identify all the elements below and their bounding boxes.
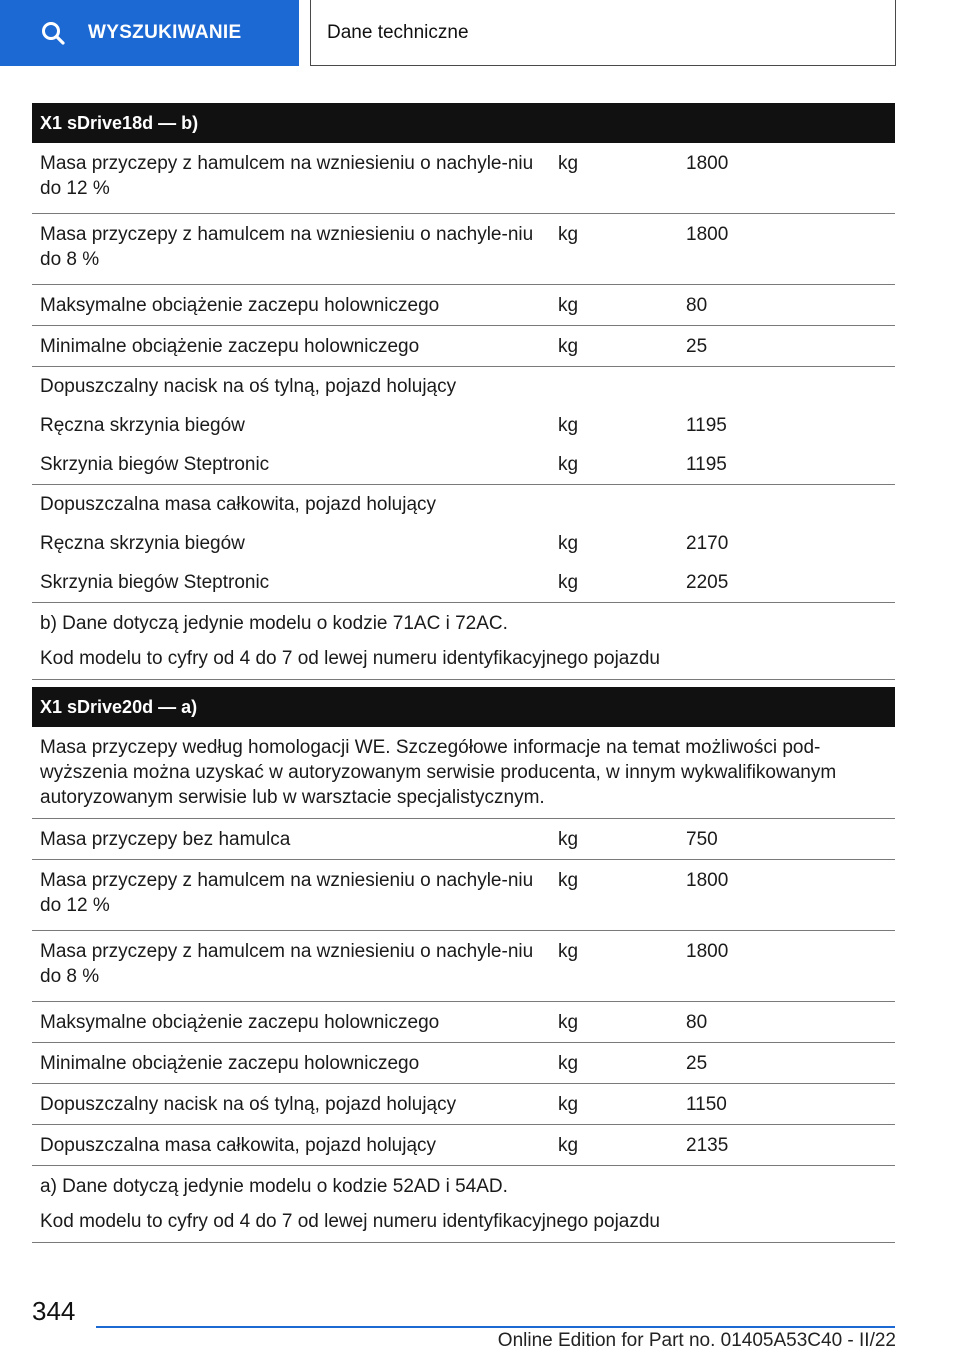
row-unit: kg (558, 295, 579, 316)
section-x1-sdrive20d (32, 687, 895, 1243)
row-value: 750 (686, 829, 718, 850)
table-row (32, 143, 895, 214)
row-label: Ręczna skrzynia biegów (40, 415, 245, 436)
row-label: Dopuszczalny nacisk na oś tylną, pojazd holujący (40, 1094, 457, 1115)
model-code-note: Kod modelu to cyfry od 4 do 7 od lewej numeru identyfikacyjnego pojazdu (40, 1211, 660, 1232)
row-value: 1800 (686, 870, 729, 891)
table-row (32, 860, 895, 931)
table-row (32, 931, 895, 1002)
row-value: 1150 (686, 1094, 727, 1115)
group-heading: Dopuszczalny nacisk na oś tylną, pojazd holujący (40, 376, 457, 397)
edition-info: Online Edition for Part no. 01405A53C40 - II/22 (497, 1330, 896, 1351)
footnote-text: b) Dane dotyczą jedynie modelu o kodzie 71AC i 72AC. (40, 613, 508, 634)
row-label: Masa przyczepy z hamulcem na wzniesieniu o nachyle-niu do 12 % (40, 870, 534, 916)
row-label: Dopuszczalna masa całkowita, pojazd holujący (40, 1135, 437, 1156)
row-unit: kg (558, 1053, 579, 1074)
section-header: X1 sDrive18d — b) (32, 103, 895, 143)
group-heading-row (32, 485, 895, 524)
page-title-text: Dane techniczne (327, 21, 469, 43)
row-value: 1195 (686, 415, 727, 436)
row-unit: kg (558, 415, 579, 436)
row-value: 2135 (686, 1135, 729, 1156)
row-label: Maksymalne obciążenie zaczepu holowniczego (40, 295, 440, 316)
group-heading: Dopuszczalna masa całkowita, pojazd holujący (40, 494, 437, 515)
table-row (32, 326, 895, 367)
search-icon (40, 20, 66, 46)
row-unit: kg (558, 829, 579, 850)
row-value: 80 (686, 1012, 708, 1033)
footnote-text: a) Dane dotyczą jedynie modelu o kodzie 52AD i 54AD. (40, 1176, 508, 1197)
row-label: Masa przyczepy bez hamulca (40, 829, 291, 850)
section-header: X1 sDrive20d — a) (32, 687, 895, 727)
section-intro: Masa przyczepy według homologacji WE. Szczegółowe informacje na temat możliwości pod-wyższenia można uzyskać w autoryzowanym serwisie producenta, w innym wykwalifikowanym autoryzowanym serwisie lub w warsztacie specjalistycznym. (32, 727, 895, 819)
table-row (32, 445, 895, 485)
page-title (310, 0, 896, 66)
row-label: Masa przyczepy z hamulcem na wzniesieniu o nachyle-niu do 8 % (40, 941, 534, 987)
search-button[interactable] (0, 0, 299, 66)
row-unit: kg (558, 224, 579, 245)
row-label: Masa przyczepy z hamulcem na wzniesieniu o nachyle-niu do 8 % (40, 224, 534, 270)
table-row (32, 285, 895, 326)
row-label: Maksymalne obciążenie zaczepu holowniczego (40, 1012, 440, 1033)
table-row (32, 819, 895, 860)
table-row (32, 1084, 895, 1125)
footer-divider (96, 1326, 895, 1328)
table-row (32, 524, 895, 563)
table-row (32, 1002, 895, 1043)
row-unit: kg (558, 870, 579, 891)
row-label: Minimalne obciążenie zaczepu holowniczego (40, 336, 420, 357)
page-number: 344 (32, 1296, 76, 1326)
row-label: Minimalne obciążenie zaczepu holowniczego (40, 1053, 420, 1074)
footnote (32, 1166, 895, 1243)
row-value: 80 (686, 295, 708, 316)
row-unit: kg (558, 153, 579, 174)
row-unit: kg (558, 1094, 579, 1115)
row-unit: kg (558, 533, 579, 554)
row-value: 1195 (686, 454, 727, 475)
row-label: Skrzynia biegów Steptronic (40, 572, 270, 593)
model-code-note: Kod modelu to cyfry od 4 do 7 od lewej numeru identyfikacyjnego pojazdu (40, 648, 660, 669)
row-value: 2170 (686, 533, 729, 554)
table-row (32, 406, 895, 445)
row-value: 1800 (686, 224, 729, 245)
row-value: 2205 (686, 572, 729, 593)
row-label: Masa przyczepy z hamulcem na wzniesieniu o nachyle-niu do 12 % (40, 153, 534, 199)
row-unit: kg (558, 941, 579, 962)
row-unit: kg (558, 336, 579, 357)
table-row (32, 214, 895, 285)
row-label: Skrzynia biegów Steptronic (40, 454, 270, 475)
table-row (32, 1043, 895, 1084)
table-row (32, 1125, 895, 1166)
table-row (32, 563, 895, 603)
row-value: 1800 (686, 153, 729, 174)
section-x1-sdrive18d (32, 103, 895, 680)
group-heading-row (32, 367, 895, 406)
row-unit: kg (558, 572, 579, 593)
search-label: WYSZUKIWANIE (88, 22, 242, 43)
row-value: 25 (686, 1053, 708, 1074)
footnote (32, 603, 895, 680)
row-unit: kg (558, 454, 579, 475)
row-unit: kg (558, 1135, 579, 1156)
row-value: 1800 (686, 941, 729, 962)
row-value: 25 (686, 336, 708, 357)
row-label: Ręczna skrzynia biegów (40, 533, 245, 554)
row-unit: kg (558, 1012, 579, 1033)
